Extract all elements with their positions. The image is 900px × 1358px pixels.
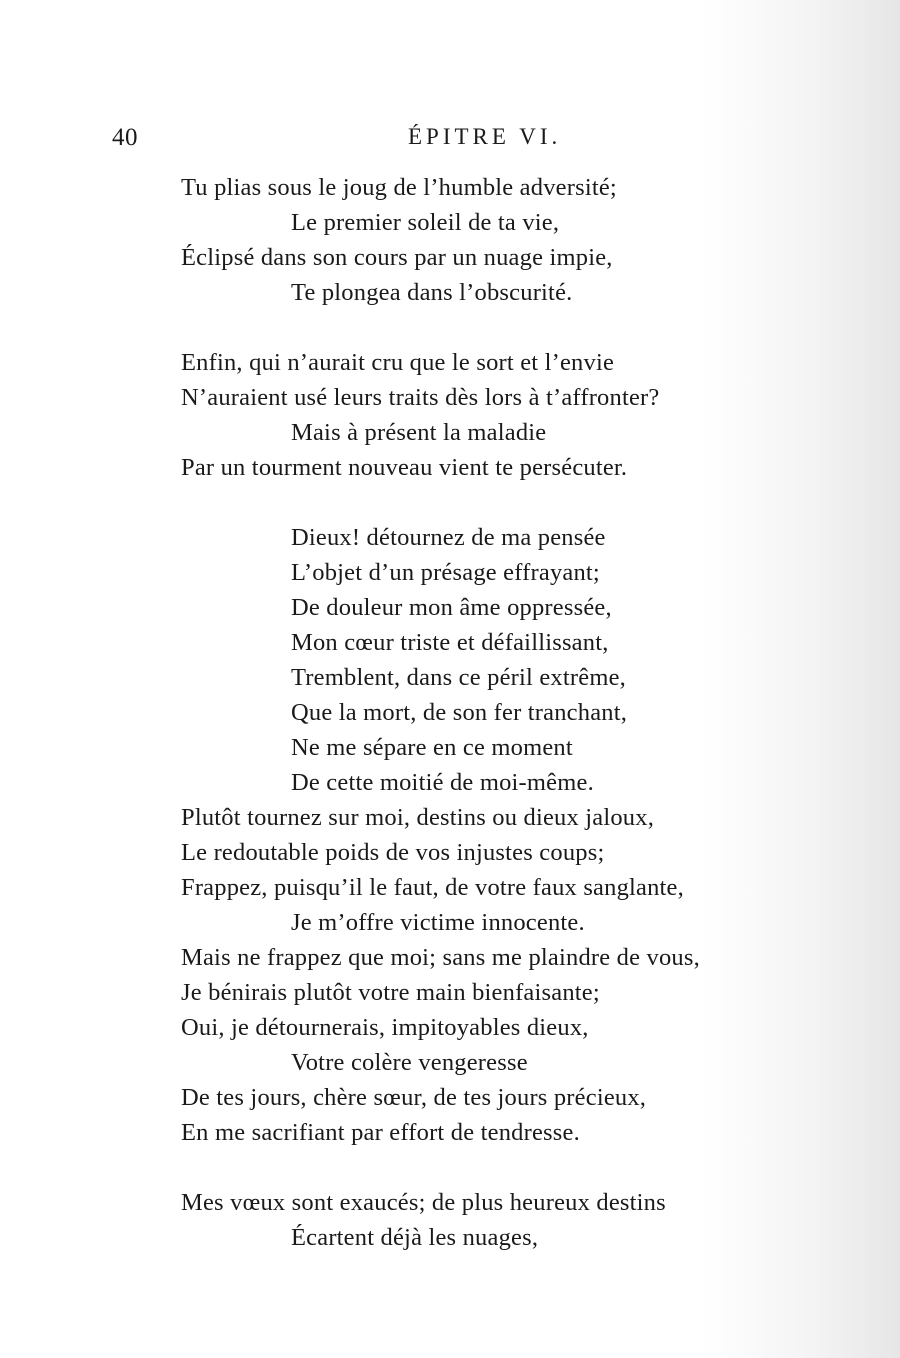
stanza bbox=[181, 1185, 881, 1255]
poem-line: Oui, je détournerais, impitoyables dieux, bbox=[181, 1014, 589, 1041]
stanza bbox=[181, 170, 881, 310]
poem-line: Je m’offre victime innocente. bbox=[291, 909, 585, 936]
poem-line: De tes jours, chère sœur, de tes jours précieux, bbox=[181, 1084, 647, 1111]
running-title: ÉPITRE VI. bbox=[408, 124, 562, 149]
poem-line: Enfin, qui n’aurait cru que le sort et l’envie bbox=[181, 349, 615, 376]
poem-line: Tremblent, dans ce péril extrême, bbox=[291, 664, 626, 691]
poem-line: Tu plias sous le joug de l’humble adversité; bbox=[181, 174, 617, 201]
poem-line: Te plongea dans l’obscurité. bbox=[291, 279, 573, 306]
poem-line: En me sacrifiant par effort de tendresse. bbox=[181, 1119, 580, 1146]
poem-line: Dieux! détournez de ma pensée bbox=[291, 524, 606, 551]
poem-line: Que la mort, de son fer tranchant, bbox=[291, 699, 628, 726]
poem-line: Le premier soleil de ta vie, bbox=[291, 209, 560, 236]
poem-line: Ne me sépare en ce moment bbox=[291, 734, 573, 761]
poem-line: Mon cœur triste et défaillissant, bbox=[291, 629, 609, 656]
poem-line: Votre colère vengeresse bbox=[291, 1049, 528, 1076]
poem-line: Mais ne frappez que moi; sans me plaindre de vous, bbox=[181, 944, 700, 971]
poem-line: Frappez, puisqu’il le faut, de votre faux sanglante, bbox=[181, 874, 684, 901]
poem-line: Éclipsé dans son cours par un nuage impie, bbox=[181, 244, 613, 271]
poem-line: N’auraient usé leurs traits dès lors à t’affronter? bbox=[181, 384, 660, 411]
poem-body bbox=[181, 170, 881, 1255]
stanza bbox=[181, 345, 881, 485]
poem-line: Mais à présent la maladie bbox=[291, 419, 547, 446]
poem-line: Je bénirais plutôt votre main bienfaisante; bbox=[181, 979, 600, 1006]
poem-line: De cette moitié de moi-même. bbox=[291, 769, 594, 796]
page-number: 40 bbox=[112, 124, 138, 151]
poem-line: Le redoutable poids de vos injustes coups; bbox=[181, 839, 605, 866]
stanza bbox=[181, 520, 881, 1150]
poem-line: Plutôt tournez sur moi, destins ou dieux jaloux, bbox=[181, 804, 655, 831]
poem-line: Par un tourment nouveau vient te persécuter. bbox=[181, 454, 628, 481]
poem-line: Écartent déjà les nuages, bbox=[291, 1224, 539, 1251]
poem-line: De douleur mon âme oppressée, bbox=[291, 594, 612, 621]
poem-line: L’objet d’un présage effrayant; bbox=[291, 559, 600, 586]
poem-line: Mes vœux sont exaucés; de plus heureux destins bbox=[181, 1189, 666, 1216]
